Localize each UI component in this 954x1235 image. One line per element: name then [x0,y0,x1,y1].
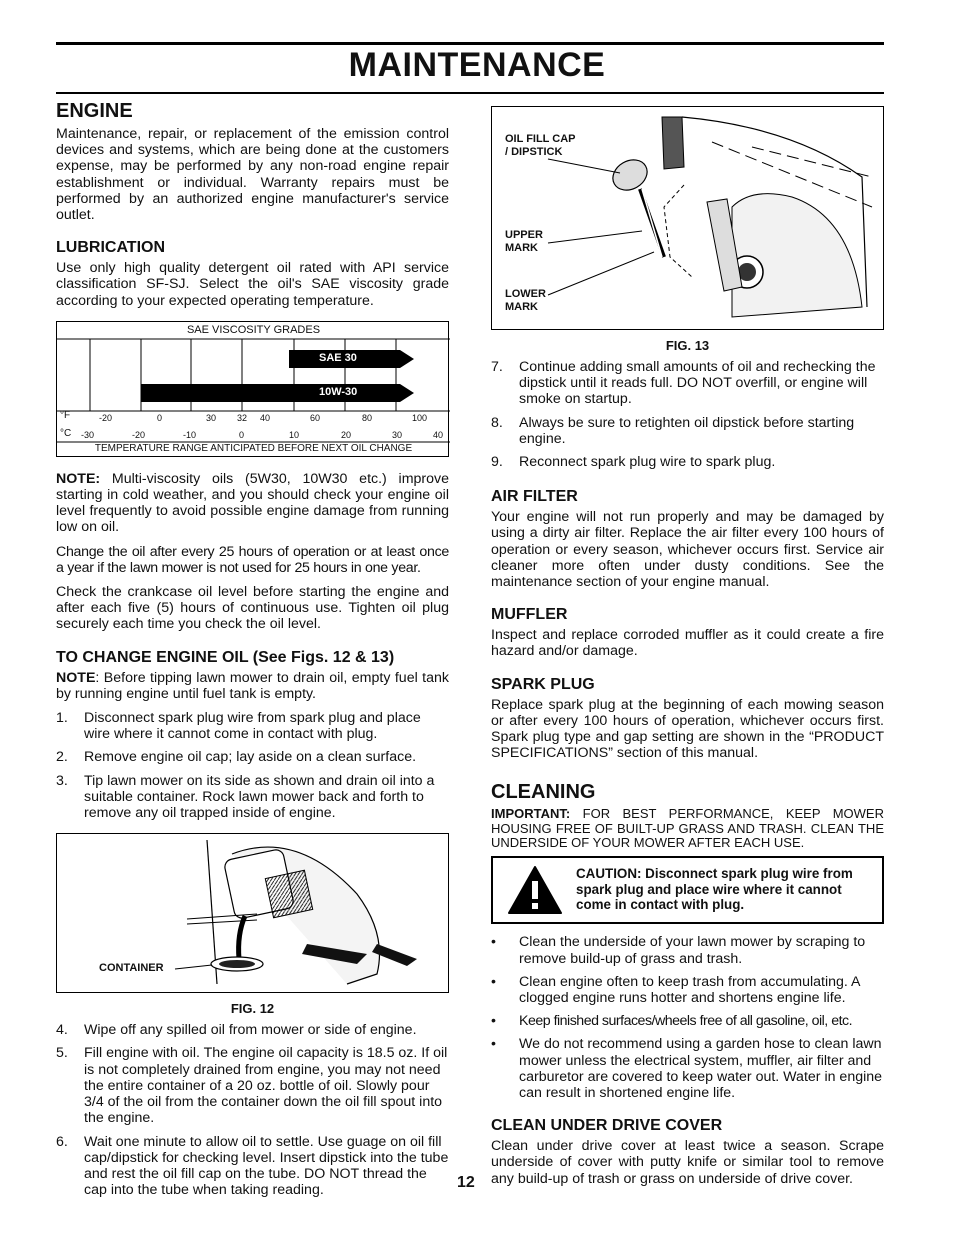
oil-change-interval: Change the oil after every 25 hours of operation or at least once a year if the lawn mower is not used for 25 hours in one year. [56,543,449,576]
figure-12 [56,833,449,993]
muffler-heading: MUFFLER [491,606,568,624]
bullet-text: We do not recommend using a garden hose to clean lawn mower unless the electrical system, muffler, air filter and carburetor are covered to keep water out. Water in engine can result in shortened engine life. [519,1036,883,1101]
left-column [56,100,449,1206]
f-tick: 40 [260,412,271,423]
c-tick: 40 [433,429,444,440]
steps-list-a [56,710,449,821]
page-title: MAINTENANCE [348,46,606,84]
air-filter-text: Your engine will not run properly and may be damaged by using a dirty air filter. Replace the air filter every 100 hours of operation or every season, whichever occurs first. Service air cleaner more often under dusty conditions. See the maintenance section of your engine manual. [491,509,884,591]
bullet-text: Clean the underside of your lawn mower by scraping to remove build-up of grass and trash. [519,934,866,967]
f-tick: 80 [362,412,373,423]
caution-text: CAUTION: Disconnect spark plug wire from spark plug and place wire where it cannot come in contact with plug. [576,866,853,913]
c-tick: 30 [392,429,403,440]
title-underline [56,92,884,94]
cleaning-important [491,807,884,850]
muffler-text: Inspect and replace corroded muffler as it could create a fire hazard and/or damage. [491,627,884,660]
list-item [56,1045,449,1126]
note-text: Multi-viscosity oils (5W30, 10W30 etc.) improve starting in cold weather, and you should check your engine oil level frequently to avoid possible engine damage from running low on oil. [56,470,449,536]
step-number: 3. [56,772,68,789]
step-number: 2. [56,749,68,766]
list-item [56,1022,449,1038]
c-tick: -20 [132,429,146,440]
lubrication-note [56,471,449,536]
step-text: Wipe off any spilled oil from mower or side of engine. [84,1022,417,1039]
viscosity-title: SAE VISCOSITY GRADES [186,323,321,336]
f-tick: 60 [310,412,321,423]
upper-mark-line1: UPPER [505,229,543,241]
drive-cover-text: Clean under drive cover at least twice a season. Scrape underside of cover with putty knife or similar tool to remove any build-up of trash or grass on underside of drive cover. [491,1138,884,1187]
spark-plug-heading: SPARK PLUG [491,675,595,693]
top-rule [56,42,884,45]
list-item [491,1013,884,1029]
step-text: Remove engine oil cap; lay aside on a clean surface. [84,749,417,766]
warning-triangle-icon [505,863,565,917]
steps-list-c [491,359,884,470]
list-item [56,749,449,765]
c-tick: -10 [183,429,197,440]
list-item [491,359,884,408]
bar-sae30-label: SAE 30 [319,351,357,364]
list-item [56,1134,449,1199]
fig12-caption: FIG. 12 [230,1001,275,1017]
step-text: Reconnect spark plug wire to spark plug. [519,454,776,471]
lubrication-heading: LUBRICATION [56,239,166,257]
c-unit: °C [60,427,72,439]
list-item [491,415,884,447]
fig13-caption: FIG. 13 [665,338,710,353]
f-tick: 30 [206,412,217,423]
change-oil-note [56,670,449,702]
step-number: 6. [56,1133,68,1150]
upper-mark-line2: MARK [505,242,538,254]
step-number: 7. [491,359,503,375]
step-number: 8. [491,414,503,431]
oil-fill-cap-label [505,133,576,159]
list-item [491,974,884,1006]
note-label: NOTE: [56,470,101,487]
bullet-icon: • [491,1013,496,1030]
f-tick: 100 [412,412,428,423]
step-number: 1. [56,710,68,727]
drive-cover-heading: CLEAN UNDER DRIVE COVER [491,1117,723,1135]
important-label: IMPORTANT: [491,806,571,822]
oil-fill-cap-line1: OIL FILL CAP [505,133,576,145]
list-item [56,773,449,822]
c-tick: 10 [289,429,300,440]
bullet-icon: • [491,1036,496,1053]
f-tick: 0 [157,412,163,423]
step-number: 5. [56,1045,68,1062]
important-text: FOR BEST PERFORMANCE, KEEP MOWER HOUSING FREE OF BUILT-UP GRASS AND TRASH. CLEAN THE UNDERSIDE OF YOUR MOWER AFTER EACH USE. [491,806,884,851]
c-tick: -30 [81,429,95,440]
f-tick: 32 [237,412,248,423]
viscosity-chart [56,321,449,457]
step-number: 4. [56,1022,68,1039]
step-number: 9. [491,454,503,471]
lower-mark-line2: MARK [505,301,538,313]
c-tick: 20 [341,429,352,440]
c-tick: 0 [239,429,245,440]
list-item [491,934,884,966]
note-text: : Before tipping lawn mower to drain oil, empty fuel tank by running engine until fuel tank is empty. [56,669,449,702]
cleaning-heading: CLEANING [491,781,596,804]
container-label: CONTAINER [99,962,164,975]
list-item [491,1036,884,1101]
bullet-icon: • [491,934,496,951]
bullet-icon: • [491,973,496,990]
engine-heading: ENGINE [56,100,133,122]
steps-list-b [56,1022,449,1198]
note-label: NOTE [56,669,96,686]
lower-mark-label [505,288,546,314]
upper-mark-label [505,229,543,255]
caution-box [491,856,884,924]
right-column [491,106,884,1195]
spark-plug-text: Replace spark plug at the beginning of each mowing season or after every 100 hours of operation, whichever occurs first. Spark plug type and gap setting are shown in the “PRODUCT SPECIFICATIONS” section of this manual. [491,696,884,762]
engine-intro: Maintenance, repair, or replacement of the emission control devices and systems, which are being done at the customers expense, may be performed by any non-road engine repair establishment or individual. Warranty repairs must be performed by an authorized engine manufacturer's service outlet. [56,126,449,224]
step-text: Tip lawn mower on its side as shown and drain oil into a suitable container. Rock lawn mower back and forth to remove any oil trapped inside of engine. [84,772,435,822]
lubrication-text: Use only high quality detergent oil rated with API service classification SF-SJ. Select the oil's SAE viscosity grade according to your expected operating temperature. [56,260,449,309]
f-unit: °F [60,409,71,421]
viscosity-footer: TEMPERATURE RANGE ANTICIPATED BEFORE NEXT OIL CHANGE [94,442,413,454]
step-text: Wait one minute to allow oil to settle. Use guage on oil fill cap/dipstick for checking level. Insert dipstick into the tube and rest the oil fill cap on the tube. DO NOT thread the cap into the tube when taking reading. [84,1133,449,1199]
bullet-text: Clean engine often to keep trash from accumulating. A clogged engine runs hotter and shortens engine life. [519,973,860,1006]
step-text: Always be sure to retighten oil dipstick before starting engine. [519,414,855,447]
change-oil-heading: TO CHANGE ENGINE OIL (See Figs. 12 & 13) [56,648,395,666]
figure-13 [491,106,884,330]
f-tick: -20 [99,412,113,423]
list-item [491,454,884,470]
lower-mark-line1: LOWER [505,288,546,300]
bar-10w30-label: 10W-30 [319,385,358,398]
list-item [56,710,449,742]
page-number: 12 [457,1174,475,1191]
cleaning-bullets [491,934,884,1101]
step-text: Fill engine with oil. The engine oil capacity is 18.5 oz. If oil is not completely drained from engine, you may not need the entire container of a 20 oz. bottle of oil. Slowly pour 3/4 of the oil from the container down the oil fill spout into the engine. [84,1045,448,1127]
oil-fill-cap-line2: / DIPSTICK [505,146,563,158]
step-text: Disconnect spark plug wire from spark plug and place wire where it cannot come in contact with plug. [84,710,421,743]
oil-check-text: Check the crankcase oil level before starting the engine and after each five (5) hours of continuous use. Tighten oil plug securely each time you check the oil level. [56,584,449,633]
step-text: Continue adding small amounts of oil and rechecking the dipstick until it reads full. DO NOT overfill, or engine will smoke on startup. [519,359,876,408]
air-filter-heading: AIR FILTER [491,488,578,506]
bullet-text: Keep finished surfaces/wheels free of all gasoline, oil, etc. [519,1013,853,1030]
